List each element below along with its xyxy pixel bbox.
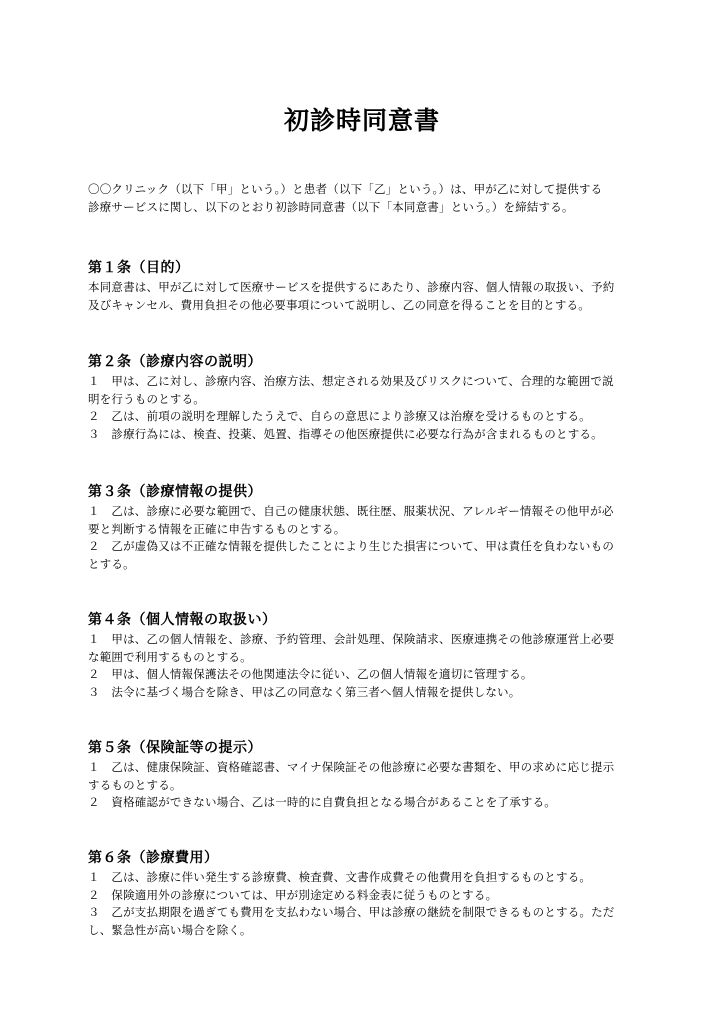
article-line: ２ 甲は、個人情報保護法その他関連法令に従い、乙の個人情報を適切に管理する。 <box>88 667 533 681</box>
article-1 <box>88 258 648 314</box>
article-line: ２ 保険適用外の診療については、甲が別途定める料金表に従うものとする。 <box>88 887 498 902</box>
article-line: ３ 法令に基づく場合を除き、甲は乙の同意なく第三者へ個人情報を提供しない。 <box>88 684 521 699</box>
article-heading: 第６条（診療費用） <box>88 850 219 866</box>
intro-line: 〇〇クリニック（以下「甲」という。）と患者（以下「乙」という。）は、甲が乙に対して提供する <box>88 182 603 196</box>
article-6 <box>88 848 648 939</box>
article-line: ３ 診療行為には、検査、投薬、処置、指導その他医療提供に必要な行為が含まれるものとする。 <box>88 426 603 441</box>
document-title: 初診時同意書 <box>283 106 440 135</box>
article-line: とする。 <box>88 556 135 571</box>
article-line: 明を行うものとする。 <box>88 391 205 406</box>
article-heading: 第１条（目的） <box>88 260 190 276</box>
intro-line: 診療サービスに関し、以下のとおり初診時同意書（以下「本同意書」という。）を締結する。 <box>88 200 574 214</box>
article-line: 要と判断する情報を正確に申告するものとする。 <box>88 521 346 536</box>
article-line: ２ 乙が虚偽又は不正確な情報を提供したことにより生じた損害について、甲は責任を負わないもの <box>88 539 615 553</box>
article-line: するものとする。 <box>88 777 182 792</box>
article-line: ２ 乙は、前項の説明を理解したうえで、自らの意思により診療又は治療を受けるものとする。 <box>88 409 591 423</box>
article-heading: 第３条（診療情報の提供） <box>88 484 262 500</box>
article-4 <box>88 610 648 701</box>
article-line: １ 乙は、診療に必要な範囲で、自己の健康状態、既往歴、服薬状況、アレルギー情報その他甲が必 <box>88 504 614 518</box>
article-line: ３ 乙が支払期限を過ぎても費用を支払わない場合、甲は診療の継続を制限できるものとする。ただ <box>88 905 615 919</box>
article-2 <box>88 352 648 443</box>
article-line: １ 甲は、乙に対し、診療内容、治療方法、想定される効果及びリスクについて、合理的な範囲で説 <box>88 374 614 388</box>
article-line: 及びキャンセル、費用負担その他必要事項について説明し、乙の同意を得ることを目的とする。 <box>88 297 590 312</box>
article-line: １ 乙は、診療に伴い発生する診療費、検査費、文書作成費その他費用を負担するものとする。 <box>88 870 592 884</box>
article-heading: 第４条（個人情報の取扱い） <box>88 612 277 628</box>
article-heading: 第５条（保険証等の提示） <box>88 740 262 756</box>
article-5 <box>88 738 648 812</box>
article-3 <box>88 482 648 573</box>
article-line: １ 乙は、健康保険証、資格確認書、マイナ保険証その他診療に必要な書類を、甲の求めに応じ提示 <box>88 760 615 774</box>
intro-paragraph <box>88 180 648 216</box>
article-line: し、緊急性が高い場合を除く。 <box>88 922 252 937</box>
article-line: １ 甲は、乙の個人情報を、診療、予約管理、会計処理、保険請求、医療連携その他診療運営上必要 <box>88 632 615 646</box>
article-line: 本同意書は、甲が乙に対して医療サービスを提供するにあたり、診療内容、個人情報の取扱い、予約 <box>88 280 615 294</box>
article-line: な範囲で利用するものとする。 <box>88 649 252 664</box>
article-line: ２ 資格確認ができない場合、乙は一時的に自費負担となる場合があることを了承する。 <box>88 795 556 809</box>
article-heading: 第２条（診療内容の説明） <box>88 354 262 370</box>
